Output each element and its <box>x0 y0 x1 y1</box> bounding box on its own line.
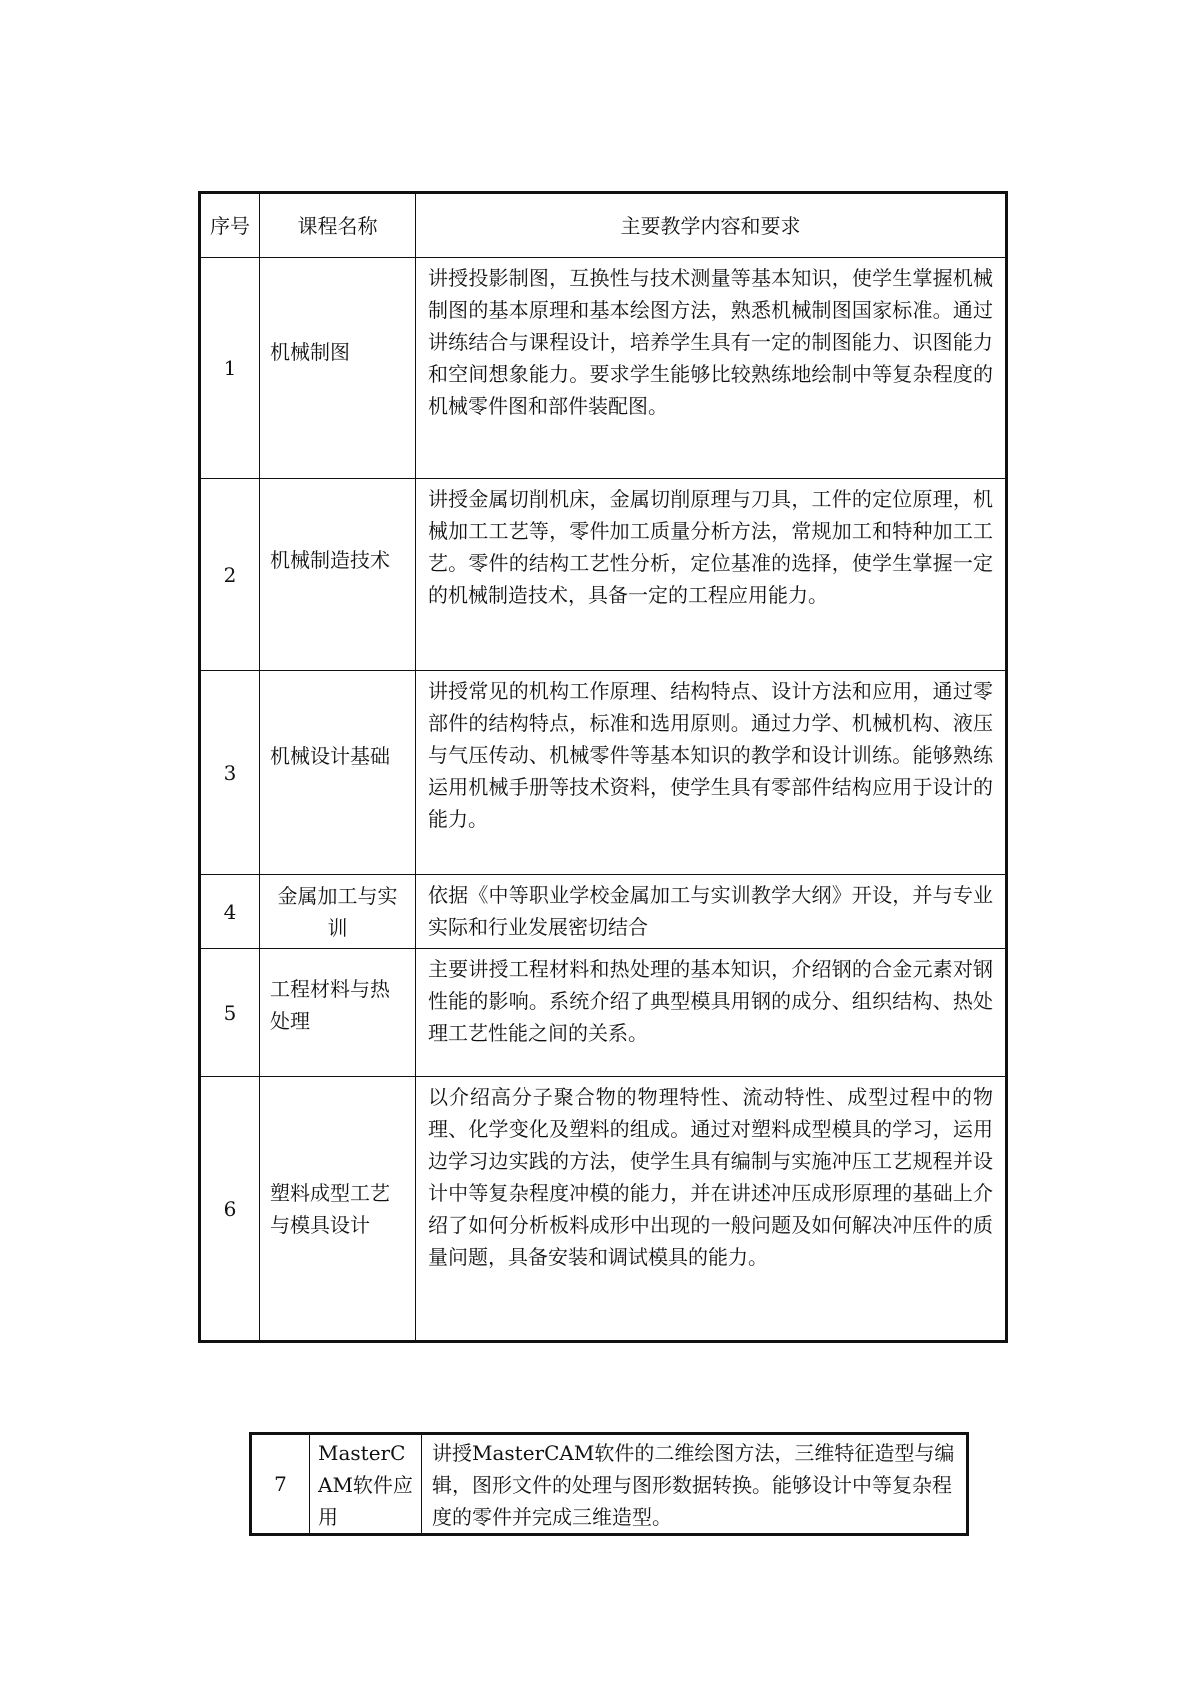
table-row <box>200 1077 1007 1342</box>
row-num: 3 <box>200 671 260 875</box>
header-content: 主要教学内容和要求 <box>416 193 1007 258</box>
course-name: 机械设计基础 <box>260 671 416 875</box>
table-row <box>200 875 1007 949</box>
table-row <box>200 671 1007 875</box>
course-table <box>198 191 1008 1343</box>
table-row <box>200 258 1007 479</box>
course-content: 主要讲授工程材料和热处理的基本知识，介绍钢的合金元素对钢性能的影响。系统介绍了典型模具用钢的成分、组织结构、热处理工艺性能之间的关系。 <box>416 949 1007 1077</box>
row-num: 2 <box>200 479 260 671</box>
row-num: 7 <box>251 1434 310 1535</box>
course-content: 讲授常见的机构工作原理、结构特点、设计方法和应用，通过零部件的结构特点，标准和选用原则。通过力学、机械机构、液压与气压传动、机械零件等基本知识的教学和设计训练。能够熟练运用机械手册等技术资料，使学生具有零部件结构应用于设计的能力。 <box>416 671 1007 875</box>
header-num: 序号 <box>200 193 260 258</box>
row-num: 1 <box>200 258 260 479</box>
course-table-continued <box>249 1432 969 1536</box>
table-row <box>200 949 1007 1077</box>
course-name: 塑料成型工艺与模具设计 <box>260 1077 416 1342</box>
course-content: 讲授MasterCAM软件的二维绘图方法，三维特征造型与编辑，图形文件的处理与图形数据转换。能够设计中等复杂程度的零件并完成三维造型。 <box>422 1434 968 1535</box>
row-num: 4 <box>200 875 260 949</box>
row-num: 6 <box>200 1077 260 1342</box>
header-name: 课程名称 <box>260 193 416 258</box>
course-name: 机械制造技术 <box>260 479 416 671</box>
course-content: 以介绍高分子聚合物的物理特性、流动特性、成型过程中的物理、化学变化及塑料的组成。通过对塑料成型模具的学习，运用边学习边实践的方法，使学生具有编制与实施冲压工艺规程并设计中等复杂程度冲模的能力，并在讲述冲压成形原理的基础上介绍了如何分析板料成形中出现的一般问题及如何解决冲压件的质量问题，具备安装和调试模具的能力。 <box>416 1077 1007 1342</box>
course-content: 讲授投影制图，互换性与技术测量等基本知识，使学生掌握机械制图的基本原理和基本绘图方法，熟悉机械制图国家标准。通过讲练结合与课程设计，培养学生具有一定的制图能力、识图能力和空间想象能力。要求学生能够比较熟练地绘制中等复杂程度的机械零件图和部件装配图。 <box>416 258 1007 479</box>
course-name: 工程材料与热处理 <box>260 949 416 1077</box>
table-row <box>251 1434 968 1535</box>
table-row <box>200 479 1007 671</box>
course-name: 金属加工与实训 <box>260 875 416 949</box>
course-name: MasterCAM软件应用 <box>310 1434 422 1535</box>
course-content: 依据《中等职业学校金属加工与实训教学大纲》开设，并与专业实际和行业发展密切结合 <box>416 875 1007 949</box>
table-header-row <box>200 193 1007 258</box>
row-num: 5 <box>200 949 260 1077</box>
course-name: 机械制图 <box>260 258 416 479</box>
course-content: 讲授金属切削机床，金属切削原理与刀具，工件的定位原理，机械加工工艺等，零件加工质量分析方法，常规加工和特种加工工艺。零件的结构工艺性分析，定位基准的选择，使学生掌握一定的机械制造技术，具备一定的工程应用能力。 <box>416 479 1007 671</box>
